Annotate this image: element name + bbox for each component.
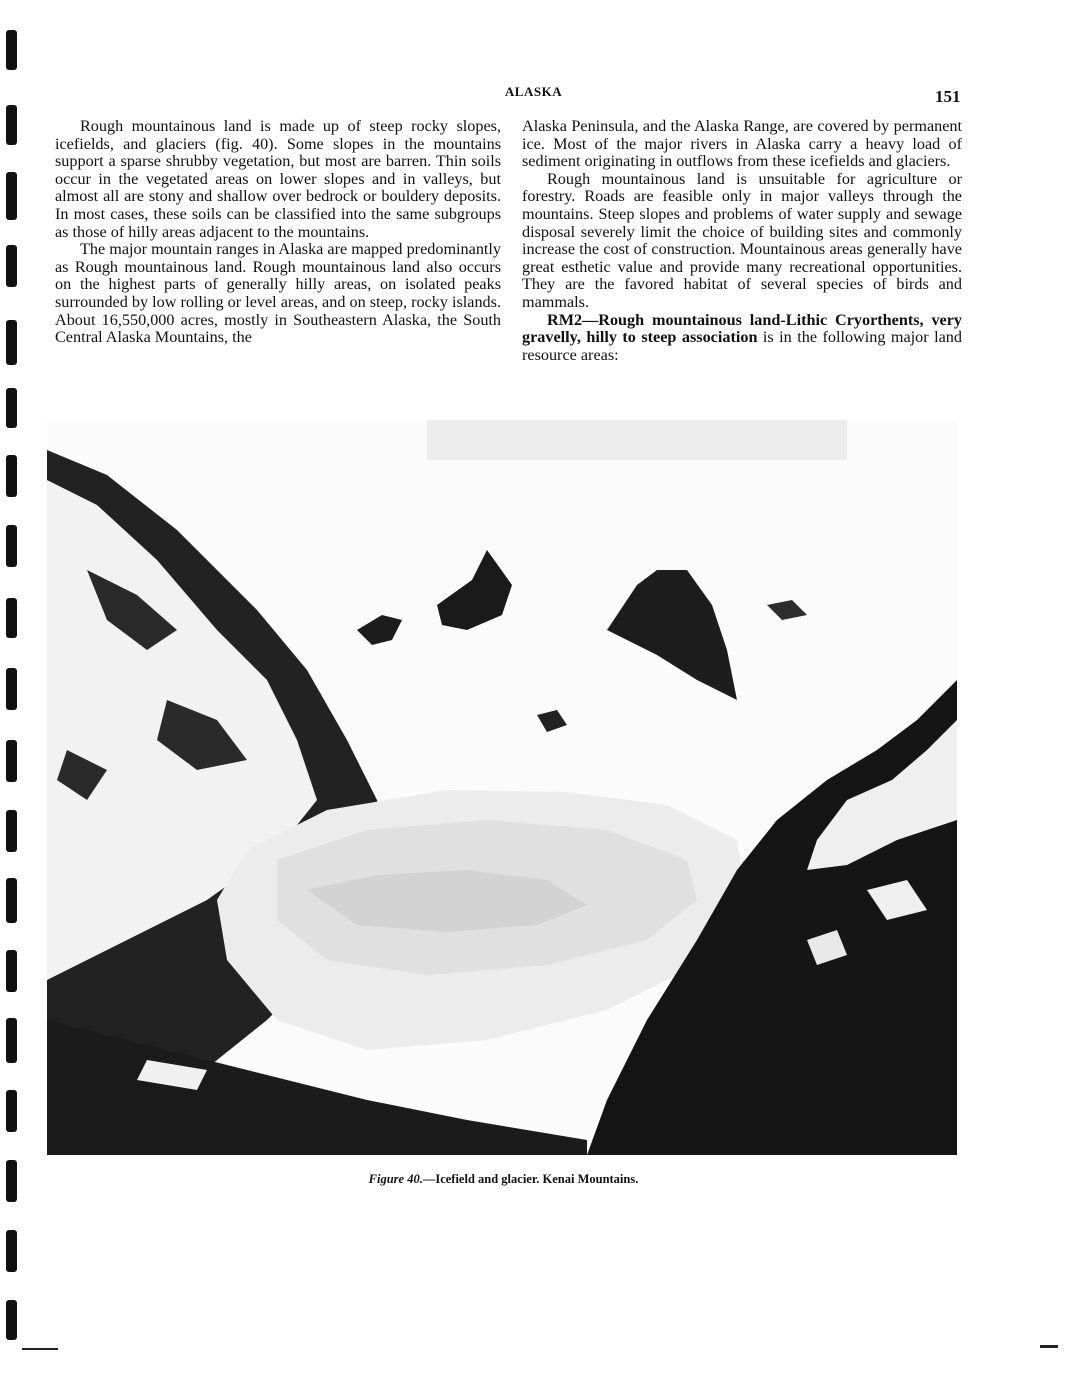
binder-hole-mark bbox=[6, 950, 17, 992]
association-paragraph bbox=[522, 312, 962, 365]
binder-hole-mark bbox=[6, 810, 17, 852]
binder-hole-mark bbox=[6, 1018, 17, 1063]
scan-mark bbox=[22, 1348, 58, 1350]
paragraph: The major mountain ranges in Alaska are mapped predominantly as Rough mountainous land. Rough mountainous land also occurs on the highest parts of generally hilly areas, on isolated peaks surrounded by low rolling or level areas, and on steep, rocky islands. About 16,550,000 acres, mostly in Southeastern Alaska, the South Central Alaska Mountains, the bbox=[55, 240, 501, 347]
binder-hole-mark bbox=[6, 320, 17, 365]
running-header: ALASKA bbox=[504, 84, 563, 99]
binder-hole-mark bbox=[6, 740, 17, 782]
binder-hole-mark bbox=[6, 105, 17, 145]
scan-mark bbox=[1040, 1345, 1058, 1348]
binder-hole-mark bbox=[6, 30, 17, 70]
paragraph: Rough mountainous land is made up of steep rocky slopes, icefields, and glaciers (fig. 40). Some slopes in the mountains support a sparse shrubby vegetation, but most are barren. Thin soils occur in the vegetated areas on lower slopes and in valleys, but almost all are stony and shallow over bedrock or bouldery deposits. In most cases, these soils can be classified into the same subgroups as those of hilly areas adjacent to the mountains. bbox=[55, 117, 501, 241]
figure-caption-text: —Icefield and glacier. Kenai Mountains. bbox=[422, 1172, 639, 1186]
association-heading: RM2—Rough mountainous land-Lithic Cryorthents, very gravelly, hilly to steep association bbox=[522, 310, 962, 347]
page-number: 151 bbox=[935, 87, 961, 106]
left-column bbox=[55, 118, 501, 347]
paragraph: Rough mountainous land is unsuitable for agriculture or forestry. Roads are feasible only in major valleys through the mountains. Steep slopes and problems of water supply and sewage disposal severely limit the choice of building sites and commonly increase the cost of construction. Mountainous areas generally have great esthetic value and provide many recreational opportunities. They are the favored habitat of several species of birds and mammals. bbox=[522, 169, 962, 311]
binder-hole-mark bbox=[6, 668, 17, 710]
binder-hole-mark bbox=[6, 455, 17, 497]
right-column bbox=[522, 118, 962, 364]
binder-hole-mark bbox=[6, 1300, 17, 1340]
binder-hole-mark bbox=[6, 1090, 17, 1132]
figure-label: Figure 40. bbox=[368, 1172, 423, 1186]
paragraph-continuation: Alaska Peninsula, and the Alaska Range, are covered by permanent ice. Most of the major rivers in Alaska carry a heavy load of sediment originating in outflows from these icefields and glaciers. bbox=[522, 117, 962, 171]
binder-hole-mark bbox=[6, 1230, 17, 1272]
binder-hole-mark bbox=[6, 525, 17, 567]
binder-hole-mark bbox=[6, 388, 17, 428]
glacier-photo bbox=[47, 420, 957, 1155]
binder-hole-mark bbox=[6, 245, 17, 287]
association-text: is in the following major land resource areas: bbox=[522, 328, 962, 364]
binder-hole-mark bbox=[6, 598, 17, 638]
figure-caption bbox=[0, 1172, 1007, 1187]
binder-hole-mark bbox=[6, 878, 17, 923]
binder-hole-mark bbox=[6, 172, 17, 220]
